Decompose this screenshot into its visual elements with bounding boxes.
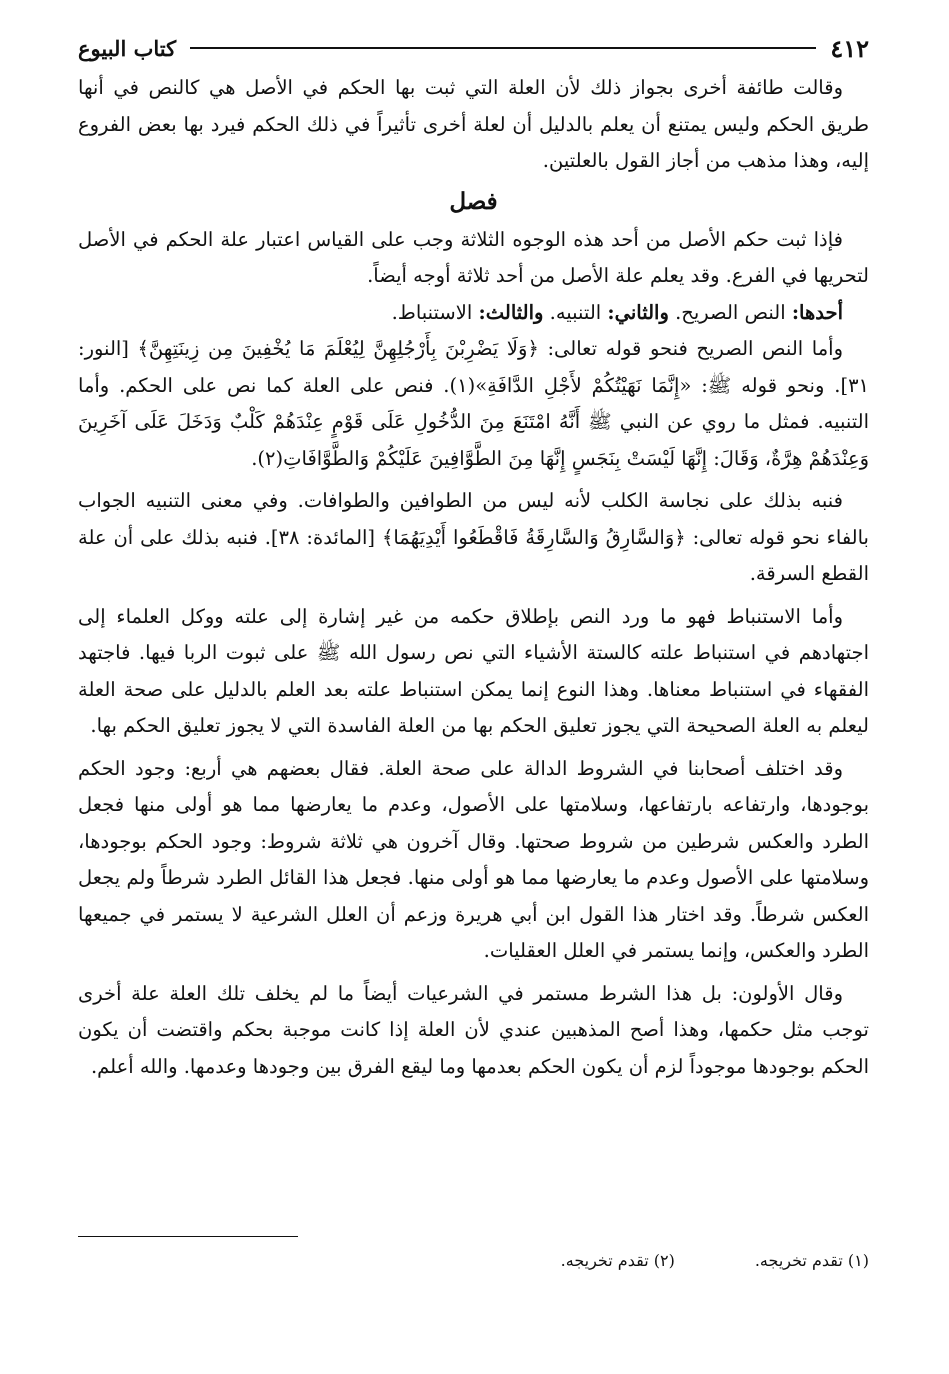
- page-header: [78, 30, 869, 66]
- paragraph-1: وقالت طائفة أخرى بجواز ذلك لأن العلة التي ثبت بها الحكم في الأصل هي كالنص في أنها طريق الحكم وليس يمتنع أن يعلم بالدليل أن لعلة أخرى تأثيراً في ذلك الحكم فيرد بها بعض الفروع إليه، وهذا مذهب من أجاز القول بالعلتين.: [78, 76, 869, 172]
- second-label: والثاني:: [607, 300, 669, 324]
- book-page: [78, 30, 869, 1334]
- paragraph-2: فإذا ثبت حكم الأصل من أحد هذه الوجوه الثلاثة وجب على القياس اعتبار علة الحكم في الأصل لتحريها في الفرع. وقد يعلم علة الأصل من أحد ثلاثة أوجه أيضاً.: [78, 227, 869, 287]
- paragraph-5: فنبه بذلك على نجاسة الكلب لأنه ليس من الطوافين والطوافات. وفي معنى التنبيه الجواب بالفاء نحو قوله تعالى: ﴿وَالسَّارِقُ وَالسَّارِقَةُ فَاقْطَعُوا أَيْدِيَهُمَا﴾ [المائدة: ٣٨]. فنبه بذلك على أن علة القطع السرقة.: [78, 489, 869, 585]
- footnotes: [78, 1248, 869, 1274]
- footnote-1: (١) تقدم تخريجه.: [754, 1251, 869, 1270]
- paragraph-7: وقد اختلف أصحابنا في الشروط الدالة على صحة العلة. فقال بعضهم هي أربع: وجود الحكم بوجودها، وارتفاعه بارتفاعها، وسلامتها على الأصول، وعدم ما يعارضها مما هو أولى منها فجعل الطرد والعكس شرطين من شروط صحتها. وقال آخرون هي ثلاثة شروط: وجود الحكم بوجودها، وسلامتها على الأصول وعدم ما يعارضها مما هو أولى منها. فجعل هذا القائل الطرد شرطاً ولم يجعل العكس شرطاً. وقد اختار هذا القول ابن أبي هريرة وزعم أن العلل الشرعية لا يستمر في جميعها الطرد والعكس، وإنما يستمر في العلل العقليات.: [78, 756, 869, 962]
- first-label: أحدها:: [791, 300, 843, 324]
- section-heading: فصل: [449, 187, 498, 215]
- third-text: الاستنباط.: [391, 300, 473, 324]
- footnote-rule: [78, 1236, 298, 1237]
- second-text: التنبيه.: [549, 300, 602, 324]
- paragraph-4: وأما النص الصريح فنحو قوله تعالى: ﴿وَلَا يَضْرِبْنَ بِأَرْجُلِهِنَّ لِيُعْلَمَ مَا يُخْفِينَ مِن زِينَتِهِنَّ﴾ [النور: ٣١]. ونحو قوله ﷺ: «إِنَّمَا نَهَيْتُكُمْ لأَجْلِ الدَّافَةِ»(١). فنص على العلة كما نص على الحكم. وأما التنبيه. فمثل ما روي عن النبي ﷺ أَنَّهُ امْتَنَعَ مِنَ الدُّخُولِ عَلَى قَوْمٍ عِنْدَهُمْ كَلْبٌ وَدَخَلَ عَلَى آخَرِينَ وَعِنْدَهُمْ هِرَّةٌ، وَقَالَ: إِنَّهَا لَيْسَتْ بِنَجَسٍ إِنَّهَا مِنَ الطَّوَّافِينَ عَلَيْكُمْ وَالطَّوَّافَاتِ(٢).: [78, 337, 870, 470]
- paragraph-3: [78, 295, 869, 332]
- chapter-title: كتاب البيوع: [78, 35, 177, 61]
- paragraph-8: وقال الأولون: بل هذا الشرط مستمر في الشرعيات أيضاً ما لم يخلف تلك العلة علة أخرى توجب مثل حكمها، وهذا أصح المذهبين عندي لأن العلة إذا كانت موجبة بحكم واقتضت أن يكون الحكم بوجودها موجوداً لزم أن يكون الحكم بعدمها وما ليقع الفرق بين وجودها وعدمها. والله أعلم.: [78, 981, 869, 1078]
- footnote-2: (٢) تقدم تخريجه.: [560, 1251, 675, 1270]
- paragraph-6: وأما الاستنباط فهو ما ورد النص بإطلاق حكمه من غير إشارة إلى علته ووكل العلماء إلى اجتهادهم في استنباط علته كالستة الأشياء التي نص رسول الله ﷺ على ثبوت الربا فيها. فاجتهد الفقهاء في استنباط معناها. وهذا النوع إنما يمكن استنباط علته بعد العلم بالدليل على صحة العلة ليعلم به العلة الصحيحة التي يجوز تعليق الحكم بها من العلة الفاسدة التي لا يجوز تعليق الحكم بها.: [78, 604, 869, 737]
- first-text: النص الصريح.: [675, 300, 786, 324]
- third-label: والثالث:: [478, 300, 544, 324]
- header-rule: [190, 47, 816, 49]
- main-text: [78, 70, 869, 1085]
- page-number: ٤١٢: [830, 33, 869, 63]
